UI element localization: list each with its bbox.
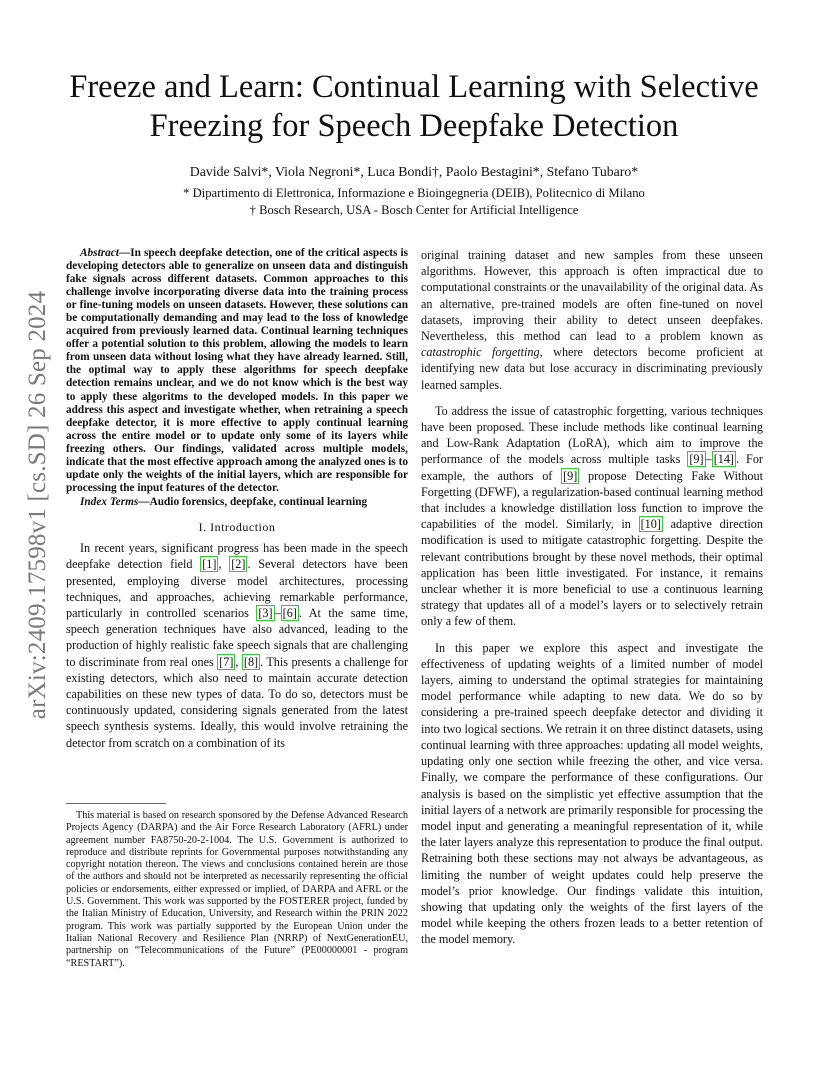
left-column	[66, 247, 408, 751]
intro-paragraph	[66, 540, 408, 751]
body-paragraph	[421, 247, 763, 393]
text-run: adaptive direction modification is used to mitigate catastrophic forgetting. Despite the relevant contributions brought by these novel methods, their optimal application has been little investigated. For instance, it remains unclear whether it is more beneficial to use a continuous learning strategy that updates all of a model’s layers or to selectively retrain only a few of them.	[421, 517, 763, 629]
affiliation-deib: * Dipartimento di Elettronica, Informazione e Bioingegneria (DEIB), Politecnico di Milano	[183, 186, 645, 200]
footnote-divider	[66, 803, 166, 804]
text-run: . Several detectors have been presented, employing diverse model architectures, processing techniques, and approaches, achieving remarkable performance, particularly in controlled scenarios	[66, 557, 409, 620]
text-run: . This presents a challenge for existing detectors, which also need to maintain accurate detection capabilities on these new types of data. To do so, detectors must be continuously updated, considering signals generated from the latest speech synthesis systems. Ideally, this would involve retraining the detector from scratch on a combination of its	[66, 654, 409, 750]
text-run: ,	[235, 654, 242, 669]
text-run: To address the issue of catastrophic forgetting, various techniques have been proposed. These include methods like continual learning and Low-Rank Adaptation (LoRA), which aim to improve the performance of the models across multiple tasks	[421, 403, 763, 467]
citation-link[interactable]: [14]	[713, 452, 734, 467]
citation-link[interactable]: [9]	[689, 452, 704, 467]
body-paragraph	[421, 403, 763, 630]
body-paragraph: In this paper we explore this aspect and investigate the effectiveness of updating weights of a limited number of model layers, aiming to understand the optimal strategies for maintaining model performance while adapting to new data. We do so by considering a pre-trained speech deepfake detector and dividing it into two logical sections. We retrain it on three distinct datasets, using continual learning with three approaches: updating all model weights, updating only one section while freezing the other, and vice versa. Finally, we compare the performance of these configurations. Our analysis is based on the simplistic yet effective assumption that the initial layers of a network are primarily responsible for processing the model input and generating a meaningful representation of it, while the later layers analyze this representation to produce the final output. Retraining both these sections may not always be advantageous, as limiting the number of weight updates could help preserve the model’s prior knowledge. Our findings validate this intuition, showing that updating only the weights of the first layers of the model while keeping the others frozen leads to a better retention of the model memory.	[421, 640, 763, 947]
arxiv-identifier: arXiv:2409.17598v1 [cs.SD] 26 Sep 2024	[24, 290, 51, 720]
citation-link[interactable]: [2]	[231, 557, 246, 572]
text-run: ,	[218, 557, 230, 572]
text-run: . At the same time, speech generation techniques have also advanced, leading to the production of highly realistic fake speech signals that are challenging to discriminate from real ones	[66, 605, 408, 669]
citation-link[interactable]: [6]	[282, 605, 297, 620]
abstract-text: —In speech deepfake detection, one of the critical aspects is developing detectors able to generalize on unseen data and distinguish fake signals across different datasets. Common approaches to this challenge involve incorporating diverse data into the training process or fine-tuning models on unseen datasets. However, these solutions can be computationally demanding and may lead to the loss of knowledge acquired from previously learned data. Continual learning techniques offer a potential solution to this problem, allowing the models to learn from unseen data without losing what they have already learned. Still, the optimal way to apply these algorithms for speech deepfake detection remains unclear, and we do not know which is the best way to apply these algoritms to the developed models. In this paper we address this aspect and investigate whether, when retraining a speech deepfake detector, it is more effective to apply continual learning across the entire model or to update only some of its layers while freezing others. Our findings, validated across multiple models, indicate that the most effective approach among the analyzed ones is to update only the weights of the initial layers, which are responsible for processing the input features of the detector.	[66, 247, 408, 494]
index-terms-label: Index Terms	[80, 495, 139, 508]
arxiv-identifier-sidebar	[10, 250, 66, 760]
index-terms	[66, 495, 408, 509]
text-run: . For example, the authors of	[421, 452, 763, 483]
abstract	[66, 247, 408, 495]
abstract-label: Abstract	[80, 247, 119, 259]
text-run: propose Detecting Fake Without Forgetting (DFWF), a regularization-based continual learning method that includes a knowledge distillation loss function to improve the capabilities of the model. Similarly, in	[421, 468, 764, 532]
right-column	[421, 247, 763, 948]
author-list: Davide Salvi*, Viola Negroni*, Luca Bondi†, Paolo Bestagini*, Stefano Tubaro*	[189, 164, 639, 179]
paper-title: Freeze and Learn: Continual Learning with Selective Freezing for Speech Deepfake Detection	[69, 69, 759, 144]
citation-link[interactable]: [3]	[258, 605, 273, 620]
citation-link[interactable]: [8]	[243, 654, 259, 669]
citation-link[interactable]: [1]	[202, 557, 217, 572]
text-run: In recent years, significant progress has been made in the speech deepfake detection field	[66, 541, 408, 572]
index-terms-text: —Audio forensics, deepfake, continual learning	[138, 495, 368, 508]
funding-footnote: This material is based on research sponsored by the Defense Advanced Research Projects Agency (DARPA) and the Air Force Research Laboratory (AFRL) under agreement number FA8750-20-2-1004. The U.S. Government is authorized to reproduce and distribute reprints for Governmental purposes notwithstanding any copyright notation thereon. The views and conclusions contained herein are those of the authors and should not be interpreted as necessarily representing the official policies or endorsements, either expressed or implied, of DARPA and AFRL or the U.S. Government. This work was supported by the FOSTERER project, funded by the Italian Ministry of Education, University, and Research within the PRIN 2022 program. This work was partially supported by the European Union under the Italian National Recovery and Resilience Plan (NRRP) of NextGenerationEU, partnership on “Telecommunications of the Future” (PE00000001 - program “RESTART”).	[66, 810, 408, 969]
citation-link[interactable]: [9]	[563, 468, 578, 483]
emphasis-term: catastrophic forgetting	[421, 345, 540, 360]
text-run: , where detectors become proficient at identifying new data but lose accuracy in discriminating previously learned samples.	[421, 345, 763, 392]
affiliation-bosch: † Bosch Research, USA - Bosch Center for Artificial Intelligence	[249, 203, 579, 217]
text-run: original training dataset and new samples from these unseen algorithms. However, this approach is often impractical due to computational constraints or the unavailability of the original data. As an alternative, pre-trained models are often fine-tuned on novel datasets, improving their ability to detect unseen deepfakes. Nevertheless, this method can lead to a problem known as	[421, 248, 763, 344]
section-heading-introduction: I. Introduction	[198, 519, 276, 534]
text-run: –	[274, 605, 281, 620]
text-run: –	[705, 452, 712, 467]
citation-link[interactable]: [7]	[219, 654, 234, 669]
citation-link[interactable]: [10]	[640, 517, 661, 532]
